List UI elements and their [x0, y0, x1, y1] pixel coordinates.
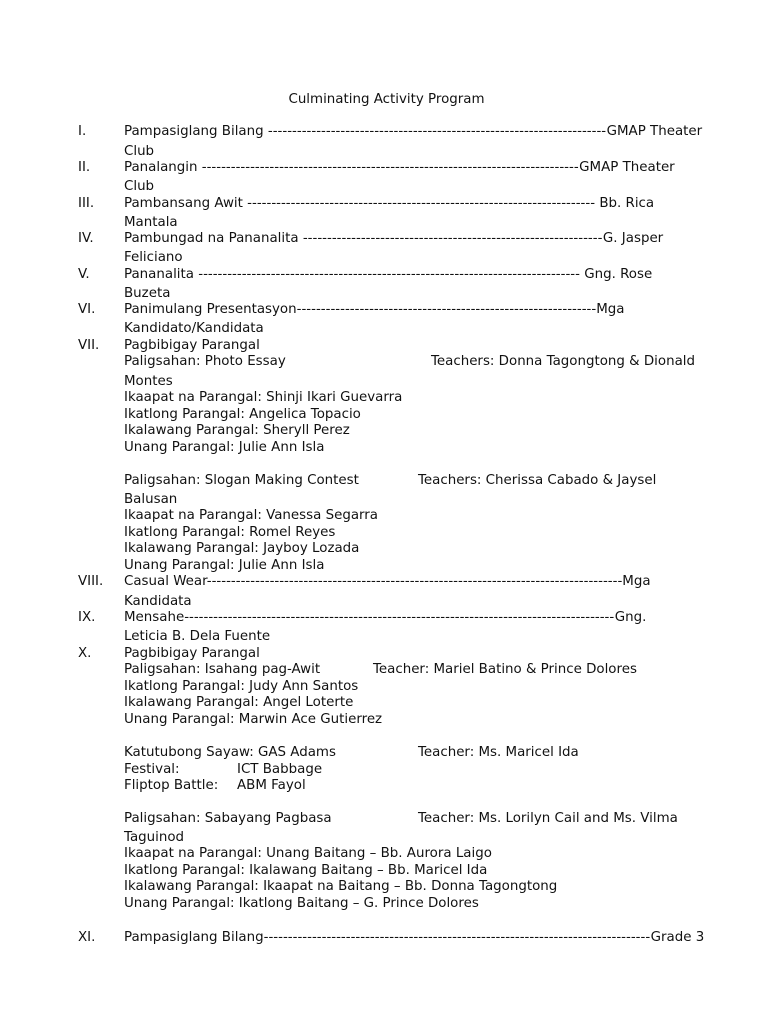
- award-line: Ikalawang Parangal: Angel Loterte: [124, 695, 354, 710]
- item-dashes: --------------------------------------------------------------: [296, 302, 597, 317]
- festival-value: ICT Babbage: [237, 762, 323, 777]
- item-performer: G. Jasper: [602, 231, 664, 246]
- item-performer: Mga: [622, 574, 651, 589]
- program-item: [124, 230, 724, 247]
- item-number: IV.: [78, 231, 94, 246]
- contest-teacher: Teacher: Ms. Lorilyn Cail and Ms. Vilma: [418, 811, 678, 826]
- festival-row: [124, 761, 724, 778]
- contest-teacher: Teacher: Mariel Batino & Prince Dolores: [373, 662, 637, 677]
- item-performer: Gng. Rose: [579, 267, 653, 282]
- item-dashes: ------------------------------------------------------------------------: [247, 196, 596, 211]
- item-label: Pagbibigay Parangal: [124, 646, 260, 661]
- item-dashes: ------------------------------------------------------------------------------: [201, 160, 580, 175]
- program-item: [124, 929, 724, 946]
- item-performer-cont: Feliciano: [124, 250, 183, 265]
- item-performer-cont: Kandidato/Kandidata: [124, 321, 264, 336]
- item-label: Mensahe: [124, 610, 185, 625]
- item-label: Panimulang Presentasyon: [124, 302, 297, 317]
- item-number: XI.: [78, 930, 96, 945]
- contest-teachers: Teachers: Cherissa Cabado & Jaysel: [418, 473, 657, 488]
- award-line: Ikaapat na Parangal: Vanessa Segarra: [124, 508, 379, 523]
- award-line: Ikatlong Parangal: Angelica Topacio: [124, 407, 361, 422]
- item-label: Pampasiglang Bilang: [124, 124, 264, 139]
- item-dashes: --------------------------------------------------------------: [302, 231, 603, 246]
- contest-name: Paligsahan: Slogan Making Contest: [124, 473, 359, 488]
- contest-row: [124, 744, 724, 761]
- program-item: [124, 159, 724, 176]
- award-line: Unang Parangal: Julie Ann Isla: [124, 440, 325, 455]
- award-line: Ikaapat na Parangal: Shinji Ikari Guevarra: [124, 390, 403, 405]
- contest-row: [124, 810, 724, 827]
- contest-name: Paligsahan: Sabayang Pagbasa: [124, 811, 332, 826]
- item-performer: GMAP Theater: [579, 160, 675, 175]
- page-title: Culminating Activity Program: [288, 92, 485, 107]
- item-performer-cont: Mantala: [124, 215, 178, 230]
- item-number: V.: [78, 267, 90, 282]
- program-item: [124, 301, 724, 318]
- fliptop-value: ABM Fayol: [237, 778, 306, 793]
- dance-teacher: Teacher: Ms. Maricel Ida: [418, 745, 579, 760]
- contest-name: Paligsahan: Photo Essay: [124, 354, 286, 369]
- item-number: IX.: [78, 610, 96, 625]
- item-label: Pambansang Awit: [124, 196, 243, 211]
- item-number: III.: [78, 196, 95, 211]
- item-performer: GMAP Theater: [606, 124, 703, 139]
- award-line: Ikatlong Parangal: Ikalawang Baitang – Bb. Maricel Ida: [124, 863, 488, 878]
- award-line: Ikalawang Parangal: Sheryll Perez: [124, 423, 350, 438]
- contest-row: [124, 472, 724, 489]
- item-number: II.: [78, 160, 91, 175]
- program-item: [124, 609, 724, 626]
- award-line: Unang Parangal: Marwin Ace Gutierrez: [124, 712, 383, 727]
- item-dashes: -------------------------------------------------------------------------------: [198, 267, 580, 282]
- item-number: I.: [78, 124, 87, 139]
- contest-teachers-cont: Balusan: [124, 492, 178, 507]
- item-performer-cont: Club: [124, 144, 155, 159]
- dance-name: Katutubong Sayaw: GAS Adams: [124, 745, 336, 760]
- item-label: Pagbibigay Parangal: [124, 338, 260, 353]
- item-number: VIII.: [78, 574, 104, 589]
- award-line: Unang Parangal: Julie Ann Isla: [124, 558, 325, 573]
- festival-label: Festival:: [124, 762, 180, 777]
- fliptop-row: [124, 777, 724, 794]
- program-item: [124, 266, 724, 283]
- contest-name: Paligsahan: Isahang pag-Awit: [124, 662, 321, 677]
- item-label: Pambungad na Pananalita: [124, 231, 299, 246]
- award-line: Ikatlong Parangal: Romel Reyes: [124, 525, 336, 540]
- item-number: VI.: [78, 302, 96, 317]
- item-label: Panalangin: [124, 160, 198, 175]
- item-performer-cont: Club: [124, 179, 155, 194]
- contest-teachers-cont: Montes: [124, 374, 173, 389]
- item-performer-cont: Leticia B. Dela Fuente: [124, 629, 271, 644]
- item-performer: Mga: [596, 302, 625, 317]
- award-line: Ikaapat na Parangal: Unang Baitang – Bb. Aurora Laigo: [124, 846, 492, 861]
- contest-teacher-cont: Taguinod: [124, 830, 185, 845]
- fliptop-label: Fliptop Battle:: [124, 778, 219, 793]
- program-item: [124, 573, 724, 590]
- item-dashes: -----------------------------------------------------------------------------------------: [184, 610, 615, 625]
- program-item: [124, 195, 724, 212]
- award-line: Ikalawang Parangal: Ikaapat na Baitang – Bb. Donna Tagongtong: [124, 879, 558, 894]
- item-dashes: ----------------------------------------------------------------------: [267, 124, 607, 139]
- award-line: Ikatlong Parangal: Judy Ann Santos: [124, 679, 359, 694]
- item-performer: Grade 3: [650, 930, 705, 945]
- contest-row: [124, 661, 724, 678]
- award-line: Ikalawang Parangal: Jayboy Lozada: [124, 541, 360, 556]
- program-item: [124, 123, 724, 140]
- item-performer: Gng.: [614, 610, 647, 625]
- item-label: Pananalita: [124, 267, 194, 282]
- award-line: Unang Parangal: Ikatlong Baitang – G. Prince Dolores: [124, 896, 479, 911]
- item-number: X.: [78, 646, 92, 661]
- contest-row: [124, 353, 724, 370]
- item-performer: Bb. Rica: [595, 196, 655, 211]
- item-dashes: --------------------------------------------------------------------------------------: [206, 574, 623, 589]
- item-dashes: --------------------------------------------------------------------------------: [263, 930, 651, 945]
- item-performer-cont: Buzeta: [124, 286, 171, 301]
- item-label: Casual Wear: [124, 574, 207, 589]
- contest-teachers: Teachers: Donna Tagongtong & Dionald: [431, 354, 695, 369]
- item-number: VII.: [78, 338, 100, 353]
- item-label: Pampasiglang Bilang: [124, 930, 264, 945]
- item-performer-cont: Kandidata: [124, 594, 192, 609]
